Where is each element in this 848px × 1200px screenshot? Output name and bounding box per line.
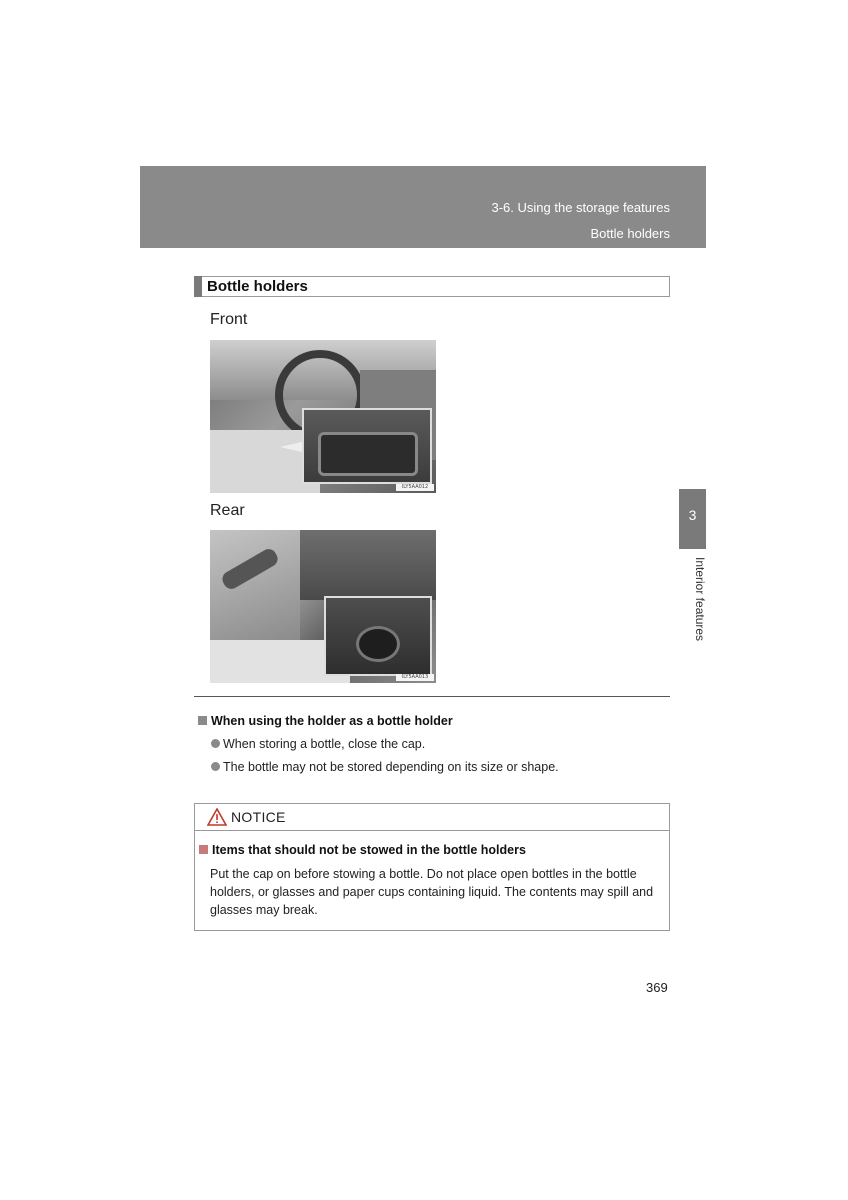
warning-icon (207, 808, 227, 826)
page-title-box (194, 276, 670, 297)
divider (194, 696, 670, 697)
circle-bullet-icon (211, 762, 220, 771)
circle-bullet-icon (211, 739, 220, 748)
note-bullet-text: The bottle may not be stored depending on its size or shape. (223, 760, 559, 774)
rear-bottle-holder (356, 626, 400, 662)
notice-box (194, 803, 670, 931)
note-bullet (211, 760, 559, 774)
chapter-number: 3 (688, 507, 697, 523)
note-bullet (211, 737, 425, 751)
header-band (140, 166, 706, 248)
notice-item-title (199, 843, 526, 857)
figure-code: ILY5AA013 (396, 674, 434, 681)
square-bullet-icon (198, 716, 207, 725)
figure-label-front: Front (210, 311, 248, 328)
square-bullet-icon (199, 845, 208, 854)
front-bottle-holder (318, 432, 418, 476)
notice-body: Put the cap on before stowing a bottle. Do not place open bottles in the bottle holders, or glasses and paper cups containing liquid. The contents may spill and glasses may break. (210, 867, 654, 917)
note-heading-text: When using the holder as a bottle holder (211, 714, 453, 728)
figure-label-rear: Rear (210, 502, 245, 519)
notice-header (195, 804, 669, 831)
page-title: Bottle holders (207, 278, 308, 295)
note-bullet-text: When storing a bottle, close the cap. (223, 737, 426, 751)
chapter-tab (679, 489, 706, 549)
section-title: 3-6. Using the storage features (491, 200, 670, 215)
seat-back (300, 530, 436, 600)
notice-item-title-text: Items that should not be stowed in the bottle holders (212, 843, 526, 857)
page-number: 369 (646, 980, 668, 995)
chapter-label: Interior features (693, 557, 707, 642)
notice-header-text: NOTICE (231, 809, 286, 825)
title-accent-bar (194, 276, 202, 297)
subsection-title: Bottle holders (590, 226, 670, 241)
note-heading (198, 714, 453, 728)
rear-bottle-holder-photo (210, 530, 436, 683)
figure-code: ILY5AA012 (396, 484, 434, 491)
front-holder-inset (302, 408, 432, 484)
rear-holder-inset (324, 596, 432, 676)
front-bottle-holder-photo (210, 340, 436, 493)
